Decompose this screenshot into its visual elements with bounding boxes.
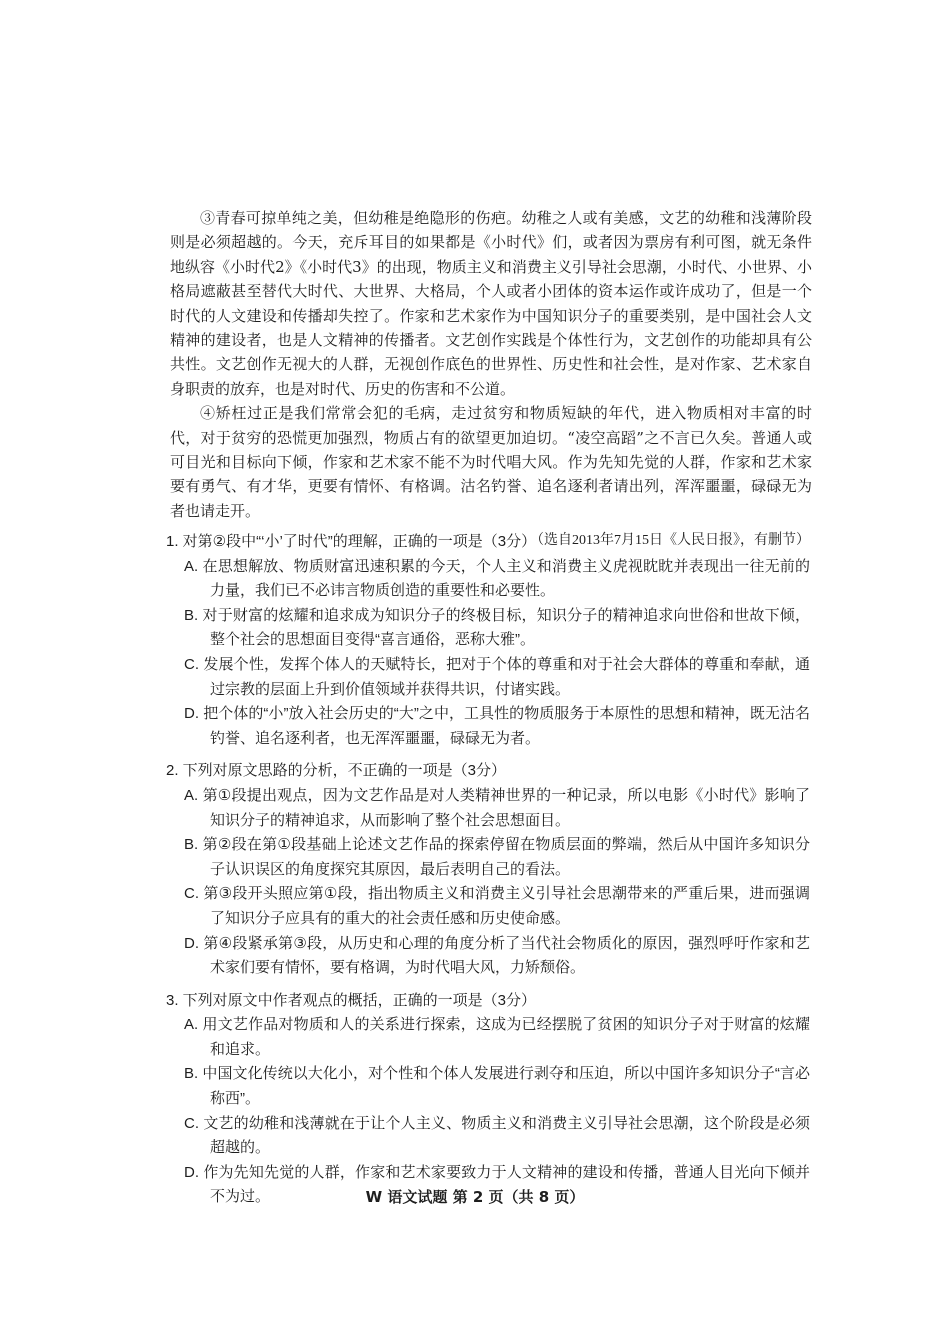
question-list xyxy=(166,530,810,1218)
option-c: C. 第③段开头照应第①段，指出物质主义和消费主义引导社会思潮带来的严重后果，进而强调了知识分子应具有的重大的社会责任感和历史使命感。 xyxy=(184,885,810,927)
question-1 xyxy=(166,530,810,751)
question-3 xyxy=(166,989,810,1210)
option-b: B. 对于财富的炫耀和追求成为知识分子的终极目标，知识分子的精神追求向世俗和世故下倾，整个社会的思想面目变得“喜言通俗，恶称大雅”。 xyxy=(184,606,810,649)
passage-paragraph-4: ④矫枉过正是我们常常会犯的毛病，走过贫穷和物质短缺的年代，进入物质相对丰富的时代，对于贫穷的恐慌更加强烈，物质占有的欲望更加迫切。“凌空高蹈”之不言已久矣。普通人或可目光和目标向下倾，作家和艺术家不能不为时代唱大风。作为先知先觉的人群，作家和艺术家要有勇气、有才华，更要有情怀、有格调。沽名钓誉、追名逐利者请出列，浑浑噩噩，碌碌无为者也请走开。 xyxy=(170,404,812,520)
question-stem: 2. 下列对原文思路的分析，不正确的一项是（3分） xyxy=(166,762,507,780)
option-d: D. 作为先知先觉的人群，作家和艺术家要致力于人文精神的建设和传播，普通人目光向下倾并不为过。 xyxy=(184,1163,810,1206)
option-b: B. 中国文化传统以大化小，对个性和个体人发展进行剥夺和压迫，所以中国许多知识分子“言必称西”。 xyxy=(184,1065,810,1108)
option-a: A. 在思想解放、物质财富迅速积累的今天，个人主义和消费主义虎视眈眈并表现出一往无前的力量，我们已不必讳言物质创造的重要性和必要性。 xyxy=(184,557,810,600)
option-d: D. 把个体的“小”放入社会历史的“大”之中，工具性的物质服务于本原性的思想和精神，既无沽名钓誉、追名逐利者，也无浑浑噩噩，碌碌无为者。 xyxy=(184,705,810,747)
option-c: C. 发展个性，发挥个体人的天赋特长，把对于个体的尊重和对于社会大群体的尊重和奉献，通过宗教的层面上升到价值领域并获得共识，付诸实践。 xyxy=(184,655,810,698)
option-a: A. 第①段提出观点，因为文艺作品是对人类精神世界的一种记录，所以电影《小时代》影响了知识分子的精神追求，从而影响了整个社会思想面目。 xyxy=(184,786,810,829)
question-2 xyxy=(166,759,810,980)
option-b: B. 第②段在第①段基础上论述文艺作品的探索停留在物质层面的弊端，然后从中国许多知识分子认识误区的角度探究其原因，最后表明自己的看法。 xyxy=(184,836,810,878)
passage-paragraph-3: ③青春可掠单纯之美，但幼稚是绝隐形的伤疤。幼稚之人或有美感，文艺的幼稚和浅薄阶段则是必须超越的。今天，充斥耳目的如果都是《小时代》们，或者因为票房有利可图，就无条件地纵容《小时代2》《小时代3》的出现，物质主义和消费主义引导社会思潮，小时代、小世界、小格局遮蔽甚至替代大时代、大世界、大格局，个人或者小团体的资本运作或许成功了，但是一个时代的人文建设和传播却失控了。作家和艺术家作为中国知识分子的重要类别，是中国社会人文精神的建设者，也是人文精神的传播者。文艺创作实践是个体性行为，文艺创作的功能却具有公共性。文艺创作无视大的人群，无视创作底色的世界性、历史性和社会性，是对作家、艺术家自身职责的放弃，也是对时代、历史的伤害和不公道。 xyxy=(170,209,812,398)
page-footer: W 语文试题 第 2 页（共 8 页） xyxy=(365,1188,585,1206)
passage-source: （选自2013年7月15日《人民日报》，有删节） xyxy=(530,533,810,549)
question-stem: 1. 对第②段中“‘小’了时代”的理解，正确的一项是（3分） xyxy=(166,533,537,550)
reading-passage xyxy=(170,206,812,554)
option-c: C. 文艺的幼稚和浅薄就在于让个人主义、物质主义和消费主义引导社会思潮，这个阶段是必须超越的。 xyxy=(184,1114,810,1157)
question-stem: 3. 下列对原文中作者观点的概括，正确的一项是（3分） xyxy=(166,991,537,1009)
option-a: A. 用文艺作品对物质和人的关系进行探索，这成为已经摆脱了贫困的知识分子对于财富的炫耀和追求。 xyxy=(184,1016,810,1058)
option-d: D. 第④段紧承第③段，从历史和心理的角度分析了当代社会物质化的原因，强烈呼吁作家和艺术家们要有情怀，要有格调，为时代唱大风，力矫颓俗。 xyxy=(184,934,810,977)
